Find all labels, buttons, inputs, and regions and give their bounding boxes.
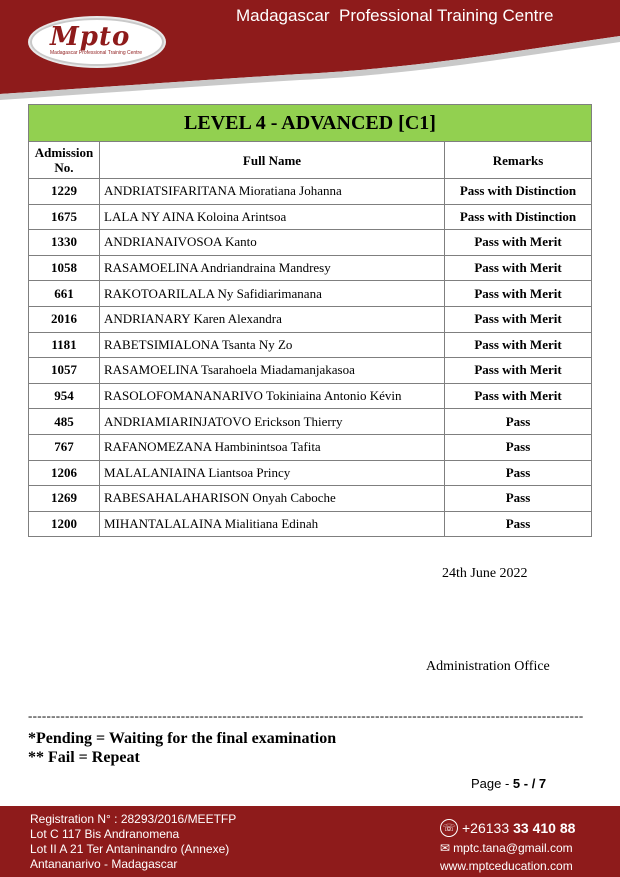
website-line <box>440 859 575 873</box>
note-fail: ** Fail = Repeat <box>28 749 140 766</box>
admission-number-cell: 1206 <box>29 460 100 486</box>
remarks-cell: Pass with Merit <box>445 358 592 384</box>
full-name-cell: MIHANTALALAINA Mialitiana Edinah <box>100 511 445 537</box>
phone-prefix: +26133 <box>462 820 510 836</box>
remarks-cell: Pass with Merit <box>445 230 592 256</box>
phone-number: 33 410 88 <box>513 820 576 836</box>
email-address[interactable]: mptc.tana@gmail.com <box>453 841 573 855</box>
header-admission <box>29 142 100 179</box>
mail-icon: ✉ <box>440 841 451 855</box>
address-line-2: Lot II A 21 Ter Antaninandro (Annexe) <box>30 842 230 856</box>
phone-line <box>440 819 575 837</box>
website-url[interactable]: www.mptceducation.com <box>440 859 573 873</box>
table-row <box>29 511 592 537</box>
remarks-cell: Pass with Distinction <box>445 179 592 205</box>
admission-number-cell: 1229 <box>29 179 100 205</box>
table-row <box>29 434 592 460</box>
page-current: 5 - / 7 <box>512 776 547 791</box>
table-row <box>29 281 592 307</box>
full-name-cell: RABETSIMIALONA Tsanta Ny Zo <box>100 332 445 358</box>
admission-number-cell: 485 <box>29 409 100 435</box>
table-row <box>29 486 592 512</box>
admission-number-cell: 661 <box>29 281 100 307</box>
full-name-cell: ANDRIAMIARINJATOVO Erickson Thierry <box>100 409 445 435</box>
remarks-cell: Pass <box>445 460 592 486</box>
admission-number-cell: 1330 <box>29 230 100 256</box>
remarks-cell: Pass with Merit <box>445 255 592 281</box>
table-row <box>29 409 592 435</box>
email-line <box>440 841 575 855</box>
admission-number-cell: 1200 <box>29 511 100 537</box>
full-name-cell: RASOLOFOMANANARIVO Tokiniaina Antonio Kévin <box>100 383 445 409</box>
admission-number-cell: 1058 <box>29 255 100 281</box>
date: 24th June 2022 <box>442 566 528 581</box>
remarks-cell: Pass with Merit <box>445 332 592 358</box>
logo-subtitle: Madagascar Professional Training Centre <box>50 50 142 56</box>
table-header-row <box>29 142 592 179</box>
address-line-3: Antananarivo - Madagascar <box>30 857 178 871</box>
centre-name: Madagascar Professional Training Centre <box>236 6 554 25</box>
remarks-cell: Pass <box>445 511 592 537</box>
full-name-cell: RABESAHALAHARISON Onyah Caboche <box>100 486 445 512</box>
table-row <box>29 255 592 281</box>
admission-number-cell: 1269 <box>29 486 100 512</box>
registration-number: Registration N° : 28293/2016/MEETFP <box>30 812 237 826</box>
table-row <box>29 204 592 230</box>
admission-number-cell: 1675 <box>29 204 100 230</box>
page-number <box>471 776 546 791</box>
header-full-name: Full Name <box>100 142 445 179</box>
header-remarks: Remarks <box>445 142 592 179</box>
table-row <box>29 306 592 332</box>
table-row <box>29 383 592 409</box>
level-title: LEVEL 4 - ADVANCED [C1] <box>29 105 592 142</box>
header-admission-line1: Admission <box>34 145 94 160</box>
full-name-cell: RASAMOELINA Tsarahoela Miadamanjakasoa <box>100 358 445 384</box>
note-pending: *Pending = Waiting for the final examination <box>28 730 337 747</box>
table-row <box>29 230 592 256</box>
level-title-row <box>29 105 592 142</box>
full-name-cell: RAFANOMEZANA Hambinintsoa Tafita <box>100 434 445 460</box>
remarks-cell: Pass with Merit <box>445 306 592 332</box>
remarks-cell: Pass <box>445 486 592 512</box>
remarks-cell: Pass with Distinction <box>445 204 592 230</box>
admission-number-cell: 2016 <box>29 306 100 332</box>
full-name-cell: LALA NY AINA Koloina Arintsoa <box>100 204 445 230</box>
full-name-cell: ANDRIANARY Karen Alexandra <box>100 306 445 332</box>
results-table <box>28 104 592 537</box>
full-name-cell: RAKOTOARILALA Ny Safidiarimanana <box>100 281 445 307</box>
phone-icon: ☏ <box>440 819 458 837</box>
full-name-cell: ANDRIANAIVOSOA Kanto <box>100 230 445 256</box>
full-name-cell: ANDRIATSIFARITANA Mioratiana Johanna <box>100 179 445 205</box>
table-row <box>29 332 592 358</box>
separator-line: ------------------------------------------------------------------------------------------------------------------------ <box>28 708 584 723</box>
table-row <box>29 179 592 205</box>
remarks-cell: Pass with Merit <box>445 383 592 409</box>
table-row <box>29 358 592 384</box>
admission-number-cell: 1057 <box>29 358 100 384</box>
footer-contact-block <box>440 819 575 873</box>
admission-number-cell: 767 <box>29 434 100 460</box>
remarks-cell: Pass <box>445 434 592 460</box>
header-admission-line2: No. <box>54 160 74 175</box>
page-footer <box>0 806 620 877</box>
full-name-cell: MALALANIAINA Liantsoa Princy <box>100 460 445 486</box>
footer-address-block <box>30 812 236 872</box>
full-name-cell: RASAMOELINA Andriandraina Mandresy <box>100 255 445 281</box>
page-header <box>0 0 620 100</box>
admission-number-cell: 954 <box>29 383 100 409</box>
remarks-cell: Pass with Merit <box>445 281 592 307</box>
page-prefix: Page - <box>471 776 513 791</box>
mptc-logo <box>30 18 164 66</box>
address-line-1: Lot C 117 Bis Andranomena <box>30 827 180 841</box>
remarks-cell: Pass <box>445 409 592 435</box>
logo-script-text: Mpto <box>50 22 131 52</box>
signatory: Administration Office <box>426 659 550 674</box>
table-row <box>29 460 592 486</box>
admission-number-cell: 1181 <box>29 332 100 358</box>
